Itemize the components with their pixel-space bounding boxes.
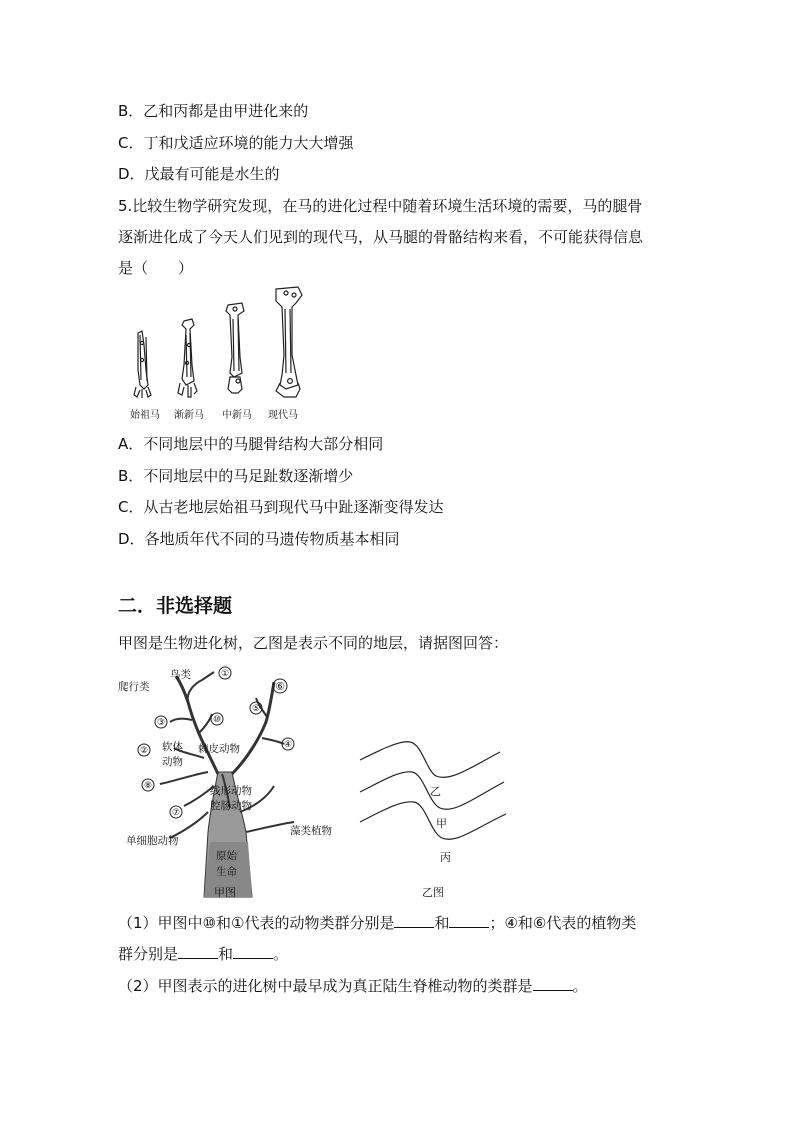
evolution-tree-figure: [118, 662, 358, 902]
eohippus-leg: [134, 331, 151, 398]
node-1: ①: [220, 669, 230, 679]
modern-horse-leg: [276, 287, 302, 397]
strata-figure: [350, 730, 520, 902]
node-6: ⑥: [275, 680, 285, 693]
option-d: D．戊最有可能是水生的: [118, 165, 280, 183]
node-7: ⑦: [171, 808, 181, 818]
label-birds: 鸟类: [170, 669, 191, 681]
q1-text-d: 群分别是: [118, 945, 179, 963]
horse-label-eohippus: 始祖马: [130, 410, 160, 421]
section-title: 二．非选择题: [118, 595, 233, 617]
label-nematode: 线形动物: [210, 785, 252, 797]
q1-blank-1[interactable]: [394, 913, 434, 928]
node-4: ④: [283, 740, 293, 750]
horse-leg-figure: [120, 285, 310, 425]
stratum-line-3: [360, 802, 506, 840]
strata-caption: 乙图: [422, 886, 444, 899]
option-b: B．乙和丙都是由甲进化来的: [118, 102, 309, 120]
q5-option-b: B．不同地层中的马足趾数逐渐增少: [118, 467, 354, 485]
q1-text-a: （1）甲图中⑩和①代表的动物类群分别是: [118, 914, 395, 932]
q1-blank-4[interactable]: [233, 944, 273, 959]
section-intro: 甲图是生物进化树，乙图是表示不同的地层，请据图回答：: [118, 634, 509, 652]
label-coelenterate: 腔肠动物: [210, 800, 252, 812]
q5-stem-line3: 是（ ）: [118, 259, 194, 277]
node-10: ⑩: [212, 715, 222, 725]
option-c: C．丁和戊适应环境的能力大大增强: [118, 134, 354, 152]
mesohippus-leg: [178, 319, 197, 397]
label-protozoa: 单细胞动物: [126, 835, 179, 847]
q5-option-a: A．不同地层中的马腿骨结构大部分相同: [118, 435, 384, 453]
q2-blank[interactable]: [533, 976, 573, 991]
stratum-line-1: [360, 742, 500, 778]
node-2: ②: [139, 746, 149, 756]
q1-text-f: 。: [273, 945, 289, 963]
q1-blank-2[interactable]: [449, 913, 489, 928]
horse-label-modern: 现代马: [268, 410, 298, 421]
horse-label-merychippus: 中新马: [222, 410, 252, 421]
stratum-label-yi: 乙: [430, 785, 441, 798]
label-reptiles: 爬行类: [118, 681, 150, 693]
tree-caption: 甲图: [214, 886, 236, 899]
label-mollusk-2: 动物: [162, 756, 183, 768]
label-origin-2: 生命: [216, 866, 237, 878]
node-5: ⑤: [251, 704, 261, 714]
node-3: ③: [156, 718, 166, 728]
merychippus-leg: [226, 303, 244, 393]
label-origin-1: 原始: [216, 850, 237, 862]
q5-stem-line1: 5.比较生物学研究发现，在马的进化过程中随着环境生活环境的需要，马的腿骨: [118, 197, 643, 215]
q1-blank-3[interactable]: [178, 944, 218, 959]
label-algae: 藻类植物: [290, 825, 332, 837]
q2-text-b: 。: [572, 977, 588, 995]
stratum-label-jia: 甲: [436, 817, 447, 830]
label-echinoderm: 棘皮动物: [198, 743, 240, 755]
q5-option-c: C．从古老地层始祖马到现代马中趾逐渐变得发达: [118, 498, 444, 516]
q2-line: [118, 976, 588, 996]
q1-text-b: 和: [434, 914, 450, 932]
q1-line2: [118, 944, 288, 964]
q1-text-e: 和: [218, 945, 234, 963]
q5-option-d: D．各地质年代不同的马遗传物质基本相同: [118, 530, 400, 548]
q1-text-c: ；④和⑥代表的植物类: [489, 914, 637, 932]
q2-text-a: （2）甲图表示的进化树中最早成为真正陆生脊椎动物的类群是: [118, 977, 533, 995]
label-mollusk-1: 软体: [162, 741, 183, 753]
stratum-label-bing: 丙: [440, 851, 451, 864]
horse-label-mesohippus: 渐新马: [174, 410, 204, 421]
node-8: ⑧: [143, 781, 153, 791]
q1-line1: [118, 913, 636, 933]
q5-stem-line2: 逐渐进化成了今天人们见到的现代马，从马腿的骨骼结构来看，不可能获得信息: [118, 228, 644, 246]
